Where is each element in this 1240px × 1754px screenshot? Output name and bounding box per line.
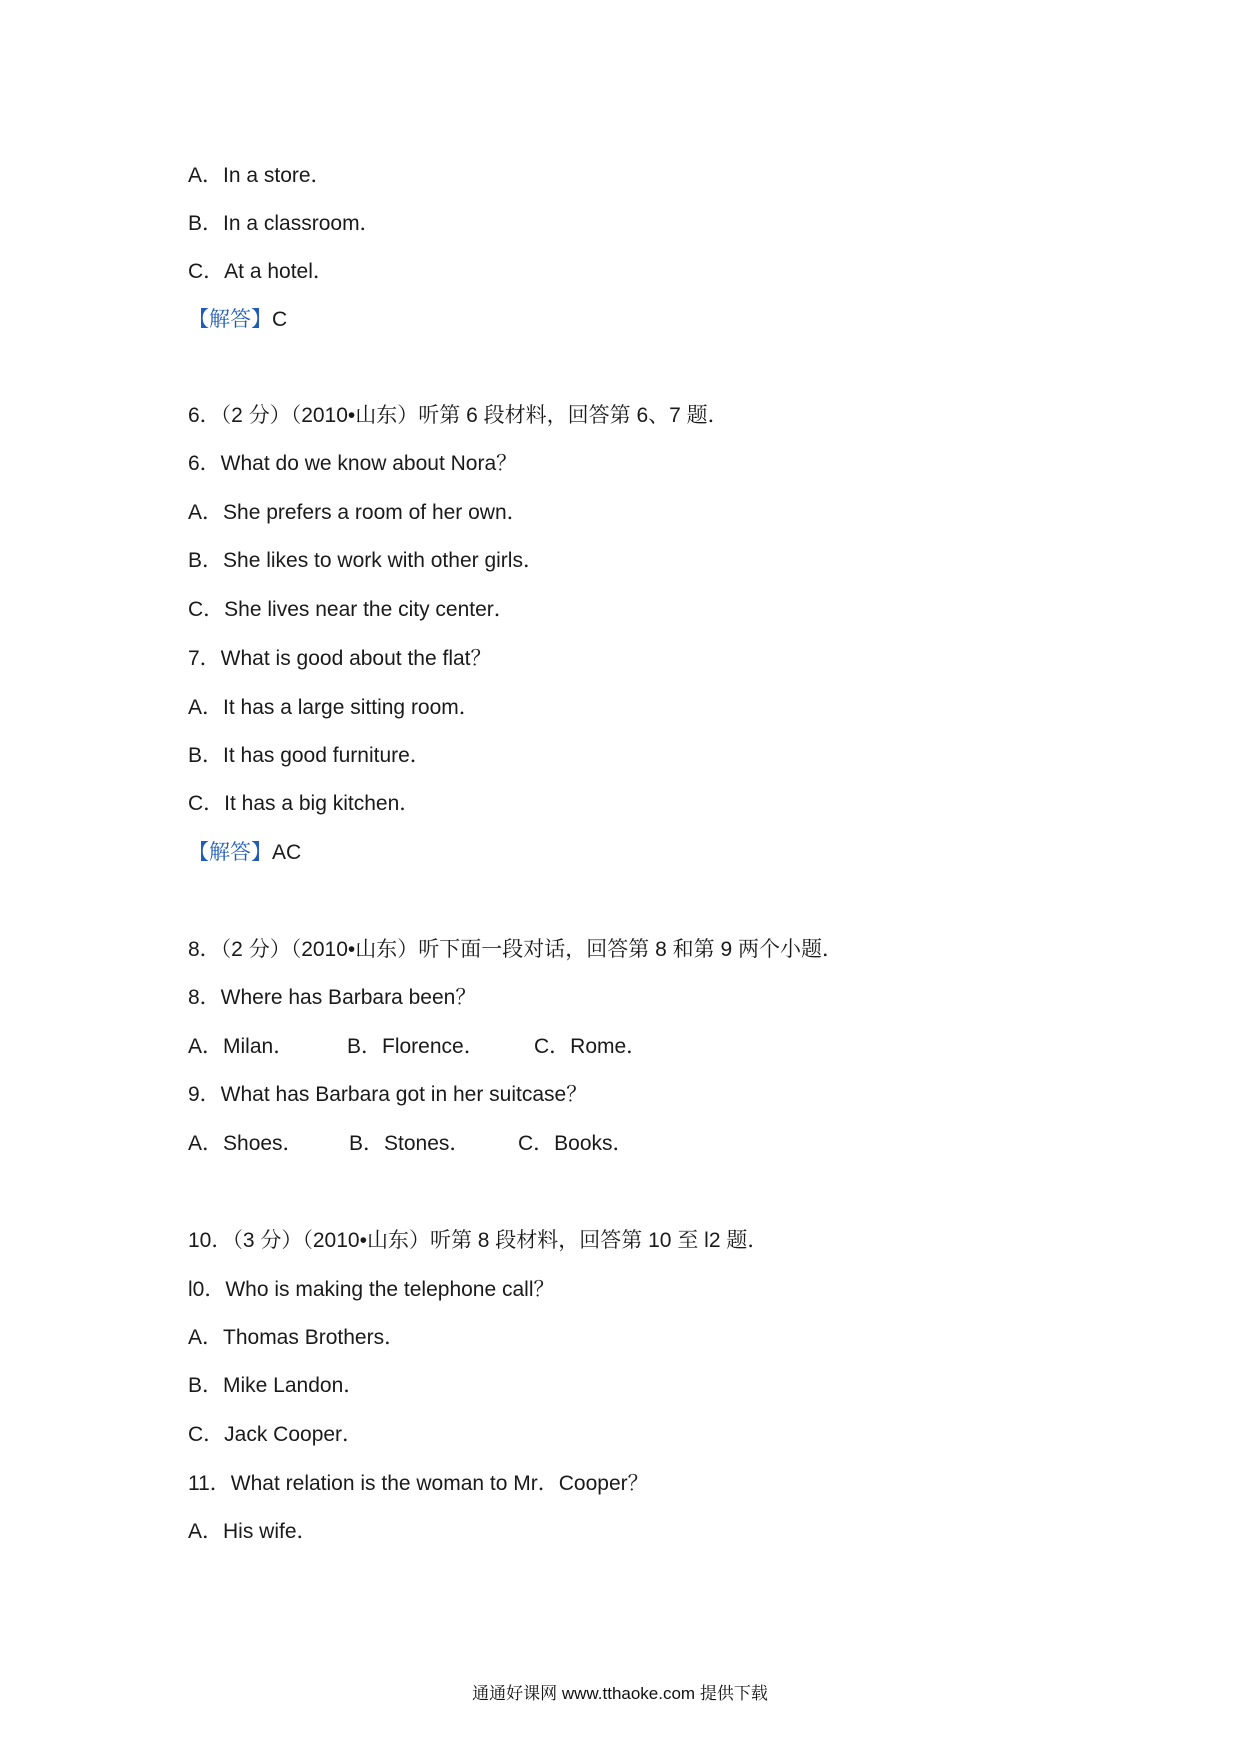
- option-a: A．Milan．: [188, 1035, 295, 1058]
- option-a: A．It has a large sitting room．: [188, 696, 480, 719]
- option-a: A．Shoes．: [188, 1132, 304, 1155]
- option-c: C．Rome．: [534, 1035, 648, 1058]
- answer-line: [188, 839, 301, 867]
- question-11: 11．What relation is the woman to Mr．Cooper？: [188, 1472, 649, 1495]
- option-b: B．It has good furniture．: [188, 744, 431, 767]
- option-a: A．Thomas Brothers．: [188, 1326, 406, 1349]
- option-a: A．She prefers a room of her own．: [188, 501, 528, 524]
- answer-line: [188, 306, 287, 334]
- option-b: B．In a classroom．: [188, 212, 381, 235]
- answer-value: AC: [272, 841, 302, 864]
- option-b: B．Stones．: [349, 1132, 471, 1155]
- question-10: l0．Who is making the telephone call？: [188, 1278, 555, 1301]
- option-a: A．In a store．: [188, 164, 332, 187]
- option-c: C．It has a big kitchen．: [188, 792, 421, 815]
- option-b: B．Mike Landon．: [188, 1374, 365, 1397]
- question-8: 8．Where has Barbara been？: [188, 986, 477, 1009]
- question-6: 6．What do we know about Nora？: [188, 452, 518, 475]
- answer-value: C: [272, 308, 288, 331]
- option-c: C．She lives near the city center．: [188, 598, 515, 621]
- option-c: C．Books．: [518, 1132, 634, 1155]
- page-footer: 通通好课网 www.tthaoke.com 提供下载: [472, 1684, 768, 1703]
- answer-tag: 【解答】: [188, 841, 272, 864]
- answer-tag: 【解答】: [188, 308, 272, 331]
- question-header: 6．（2 分）（2010•山东）听第 6 段材料，回答第 6、7 题．: [188, 404, 729, 427]
- question-9: 9．What has Barbara got in her suitcase？: [188, 1083, 588, 1106]
- question-header: 10．（3 分）（2010•山东）听第 8 段材料，回答第 10 至 l2 题．: [188, 1229, 769, 1252]
- option-b: B．She likes to work with other girls．: [188, 549, 544, 572]
- question-header: 8．（2 分）（2010•山东）听下面一段对话，回答第 8 和第 9 两个小题．: [188, 938, 843, 961]
- option-c: C．At a hotel．: [188, 260, 334, 283]
- option-c: C．Jack Cooper．: [188, 1423, 364, 1446]
- option-a: A．His wife．: [188, 1520, 318, 1543]
- question-7: 7．What is good about the flat？: [188, 647, 492, 670]
- option-b: B．Florence．: [347, 1035, 485, 1058]
